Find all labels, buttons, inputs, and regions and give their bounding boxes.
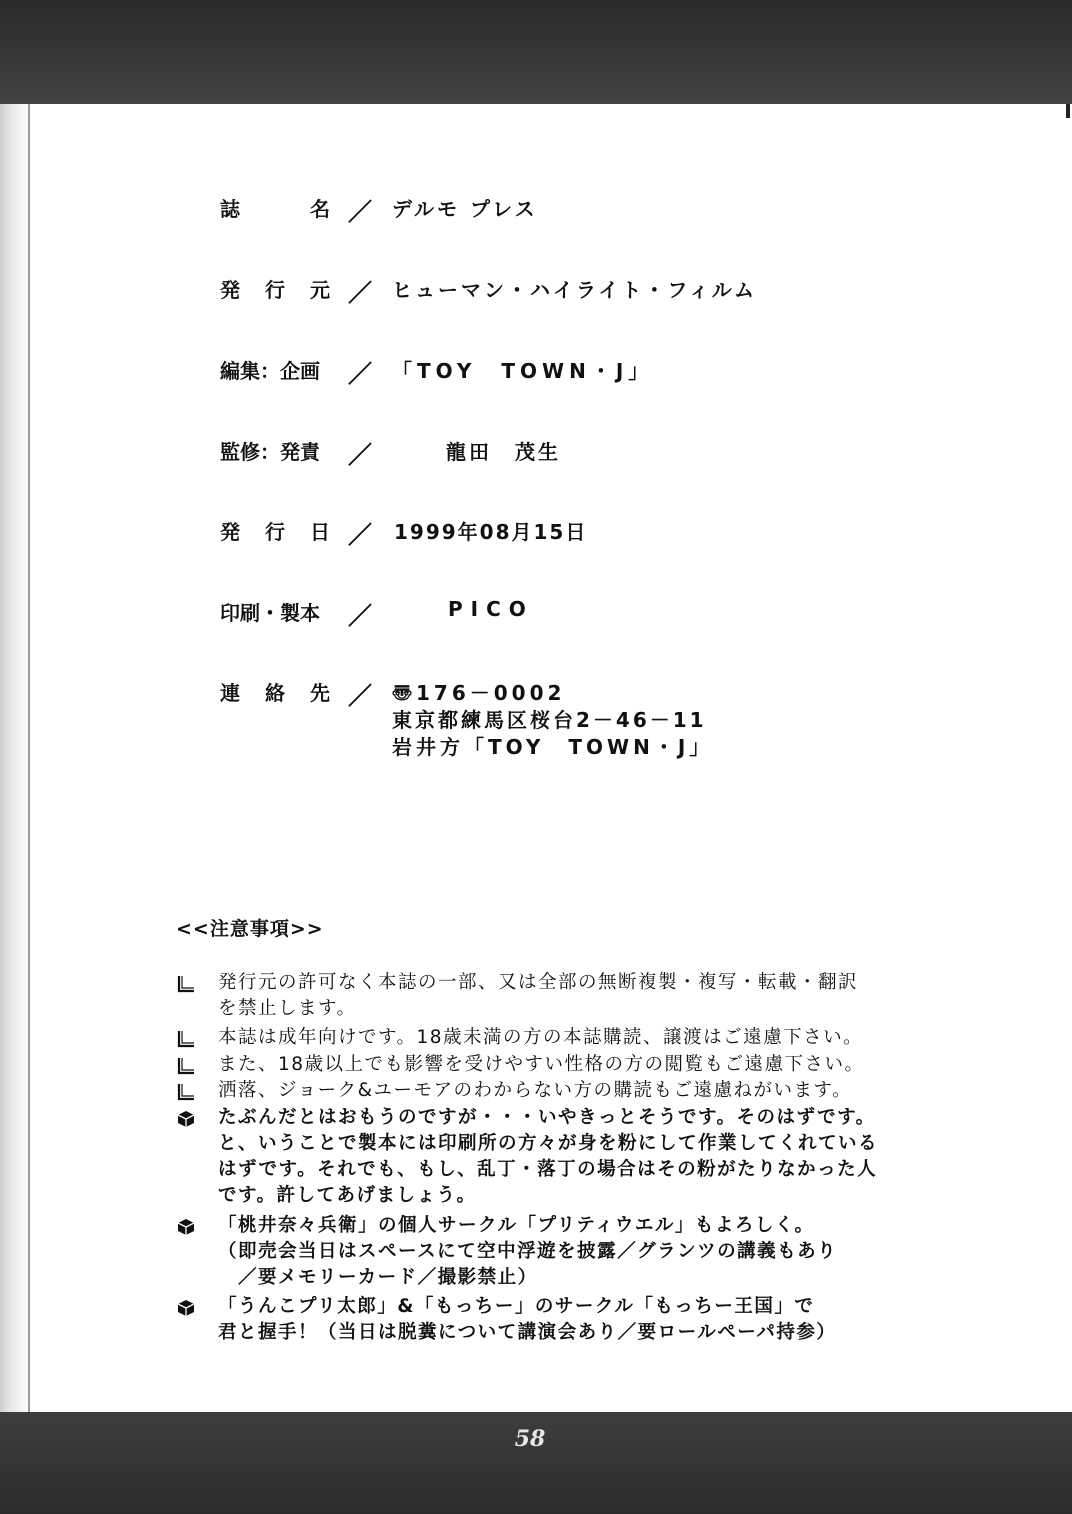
- note-line: と、いうことで製本には印刷所の方々が身を粉にして作業してくれている: [218, 1133, 879, 1154]
- label-char: 誌: [220, 197, 240, 221]
- row-value: PICO: [448, 597, 534, 621]
- page-edge-line: [28, 104, 30, 1412]
- note-line: ／要メモリーカード／撮影禁止）: [218, 1267, 538, 1288]
- row-value: 「TOY TOWN・J」: [392, 359, 654, 383]
- note-text: [218, 1025, 938, 1051]
- cube-icon: [176, 1298, 196, 1318]
- left-page-edge: [0, 104, 30, 1412]
- note-text: [218, 1213, 938, 1291]
- row-label: [220, 516, 330, 545]
- slash-separator: ／: [348, 682, 372, 710]
- label-char: 元: [310, 278, 330, 302]
- slash-separator: ／: [348, 441, 372, 469]
- checkbox-icon: [176, 1082, 196, 1102]
- notes-title: <<注意事項>>: [176, 918, 324, 940]
- note-line: 「うんこプリ太郎」&「もっちー」のサークル「もっちー王国」で: [218, 1296, 815, 1317]
- label-char: 先: [310, 681, 330, 705]
- note-line: たぶんだとはおもうのですが・・・いやきっとそうです。そのはずです。: [218, 1107, 876, 1128]
- note-line: （即売会当日はスペースにて空中浮遊を披露／グランツの講義もあり: [218, 1241, 838, 1262]
- label-char: 印刷・製本: [220, 601, 320, 625]
- note-text: [218, 1052, 938, 1078]
- row-label: [220, 355, 330, 384]
- checkbox-icon: [176, 1056, 196, 1076]
- row-label: [220, 677, 330, 706]
- slash-separator: ／: [348, 198, 372, 226]
- note-text: [218, 1105, 938, 1209]
- label-char: 日: [310, 520, 330, 544]
- address-line: 岩井方「TOY TOWN・J」: [392, 735, 714, 759]
- slash-separator: ／: [348, 360, 372, 388]
- note-text: [218, 1294, 938, 1346]
- checkbox-icon: [176, 1029, 196, 1049]
- note-line: また、18歳以上でも影響を受けやすい性格の方の閲覧もご遠慮下さい。: [218, 1054, 865, 1075]
- note-line: 本誌は成年向けです。18歳未満の方の本誌購読、譲渡はご遠慮下さい。: [218, 1027, 864, 1048]
- row-value: ヒューマン・ハイライト・フィルム: [392, 278, 757, 302]
- note-line: はずです。それでも、もし、乱丁・落丁の場合はその粉がたりなかった人: [218, 1159, 878, 1180]
- note-line: です。許してあげましょう。: [218, 1185, 477, 1206]
- row-label: [220, 436, 330, 465]
- slash-separator: ／: [348, 279, 372, 307]
- note-line: 「桃井奈々兵衛」の個人サークル「プリティウエル」もよろしく。: [218, 1215, 815, 1236]
- postal-code: 〠176－0002: [392, 681, 566, 705]
- row-label: [220, 274, 330, 303]
- label-char: 編集：企画: [220, 359, 320, 383]
- label-char: 発: [220, 520, 240, 544]
- note-line: 洒落、ジョーク&ユーモアのわからない方の購読もご遠慮ねがいます。: [218, 1080, 853, 1101]
- note-line: 君と握手！（当日は脱糞について講演会あり／要ロールペーパ持参）: [218, 1322, 837, 1343]
- row-label: [220, 597, 330, 626]
- address-line: 東京都練馬区桜台2－46－11: [392, 708, 707, 732]
- top-scan-band: [0, 0, 1072, 104]
- checkbox-icon: [176, 974, 196, 994]
- label-char: 絡: [265, 681, 285, 705]
- label-char: 行: [265, 520, 285, 544]
- note-text: [218, 970, 938, 1022]
- label-char: 連: [220, 681, 240, 705]
- note-text: [218, 1078, 938, 1104]
- row-value: 龍田 茂生: [446, 440, 561, 464]
- label-char: 発: [220, 278, 240, 302]
- scan-mark: [1066, 104, 1070, 118]
- label-char: 行: [265, 278, 285, 302]
- row-value: デルモ プレス: [392, 197, 538, 221]
- note-line: 発行元の許可なく本誌の一部、又は全部の無断複製・複写・転載・翻訳: [218, 972, 859, 993]
- label-char: 監修：発責: [220, 440, 320, 464]
- row-label: [220, 193, 330, 222]
- page-number: 58: [514, 1426, 546, 1452]
- slash-separator: ／: [348, 602, 372, 630]
- note-line: を禁止します。: [218, 998, 357, 1019]
- slash-separator: ／: [348, 521, 372, 549]
- row-value: 1999年08月15日: [394, 520, 588, 544]
- cube-icon: [176, 1217, 196, 1237]
- label-char: 名: [310, 197, 330, 221]
- cube-icon: [176, 1109, 196, 1129]
